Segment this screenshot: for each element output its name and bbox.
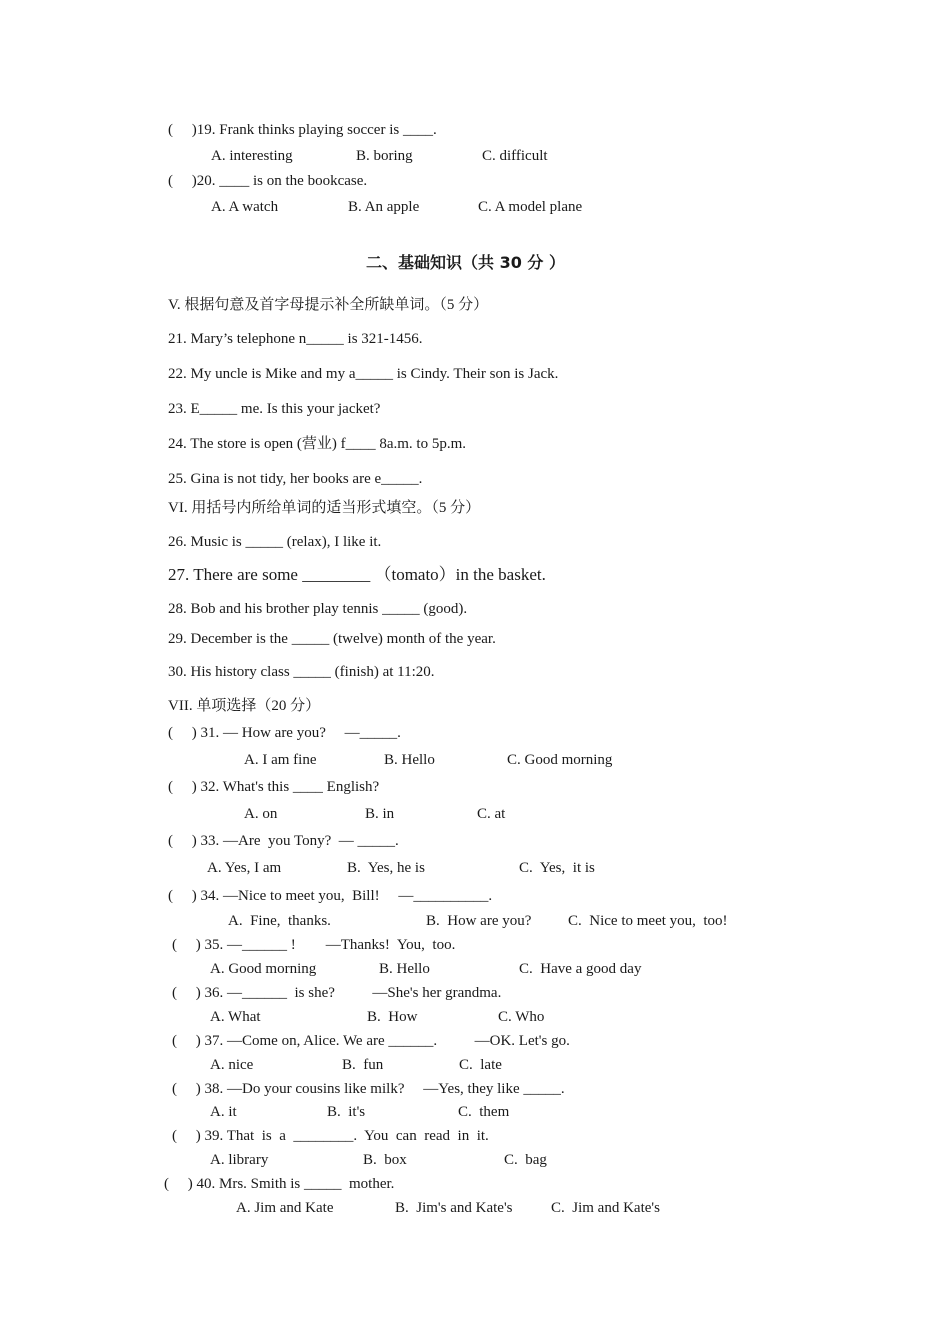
question-34-option-c: C. Nice to meet you, too! bbox=[568, 913, 728, 929]
question-30: 30. His history class _____ (finish) at 11:20. bbox=[168, 664, 435, 680]
section-v-heading: V. 根据句意及首字母提示补全所缺单词。（5 分） bbox=[168, 297, 489, 313]
question-25: 25. Gina is not tidy, her books are e_____. bbox=[168, 471, 423, 487]
question-37-option-c: C. late bbox=[459, 1057, 502, 1073]
question-38-option-a: A. it bbox=[210, 1104, 237, 1120]
question-34-option-b: B. How are you? bbox=[426, 913, 532, 929]
question-37-option-b: B. fun bbox=[342, 1057, 384, 1073]
question-35-option-b: B. Hello bbox=[379, 961, 430, 977]
question-20-option-b: B. An apple bbox=[348, 199, 420, 215]
question-26: 26. Music is _____ (relax), I like it. bbox=[168, 534, 382, 550]
question-38-option-b: B. it's bbox=[327, 1104, 366, 1120]
question-20-stem: ( )20. ____ is on the bookcase. bbox=[168, 173, 368, 189]
question-40-stem: ( ) 40. Mrs. Smith is _____ mother. bbox=[164, 1176, 395, 1192]
question-38-option-c: C. them bbox=[458, 1104, 510, 1120]
question-38-stem: ( ) 38. —Do your cousins like milk? —Yes, they like _____. bbox=[172, 1081, 565, 1097]
question-32-option-b: B. in bbox=[365, 806, 395, 822]
question-37-option-a: A. nice bbox=[210, 1057, 254, 1073]
question-34-stem: ( ) 34. —Nice to meet you, Bill! —__________. bbox=[168, 888, 493, 904]
question-32-stem: ( ) 32. What's this ____ English? bbox=[168, 779, 380, 795]
question-39-option-b: B. box bbox=[363, 1152, 407, 1168]
question-20-option-a: A. A watch bbox=[211, 199, 279, 215]
section-vi-heading: VI. 用括号内所给单词的适当形式填空。（5 分） bbox=[168, 500, 481, 516]
question-35-stem: ( ) 35. —______ ! —Thanks! You, too. bbox=[172, 937, 456, 953]
question-32-option-a: A. on bbox=[244, 806, 278, 822]
question-22: 22. My uncle is Mike and my a_____ is Cindy. Their son is Jack. bbox=[168, 366, 559, 382]
question-36-option-b: B. How bbox=[367, 1009, 418, 1025]
question-23: 23. E_____ me. Is this your jacket? bbox=[168, 401, 381, 417]
question-39-option-a: A. library bbox=[210, 1152, 269, 1168]
question-36-option-c: C. Who bbox=[498, 1009, 545, 1025]
question-21: 21. Mary’s telephone n_____ is 321-1456. bbox=[168, 331, 423, 347]
question-29: 29. December is the _____ (twelve) month of the year. bbox=[168, 631, 496, 647]
question-28: 28. Bob and his brother play tennis _____ (good). bbox=[168, 601, 468, 617]
question-36-stem: ( ) 36. —______ is she? —She's her grandma. bbox=[172, 985, 502, 1001]
question-37-stem: ( ) 37. —Come on, Alice. We are ______. —OK. Let's go. bbox=[172, 1033, 570, 1049]
question-40-option-c: C. Jim and Kate's bbox=[551, 1200, 660, 1216]
question-33-stem: ( ) 33. —Are you Tony? — _____. bbox=[168, 833, 399, 849]
question-19-option-c: C. difficult bbox=[482, 148, 548, 164]
question-35-option-c: C. Have a good day bbox=[519, 961, 642, 977]
part-2-title: 二、基础知识（共 30 分 ） bbox=[366, 253, 565, 272]
question-36-option-a: A. What bbox=[210, 1009, 261, 1025]
question-39-option-c: C. bag bbox=[504, 1152, 547, 1168]
question-33-option-c: C. Yes, it is bbox=[519, 860, 595, 876]
question-40-option-b: B. Jim's and Kate's bbox=[395, 1200, 513, 1216]
question-19-option-b: B. boring bbox=[356, 148, 413, 164]
question-35-option-a: A. Good morning bbox=[210, 961, 317, 977]
question-40-option-a: A. Jim and Kate bbox=[236, 1200, 334, 1216]
question-31-stem: ( ) 31. — How are you? —_____. bbox=[168, 725, 401, 741]
question-31-option-c: C. Good morning bbox=[507, 752, 613, 768]
question-33-option-a: A. Yes, I am bbox=[207, 860, 282, 876]
question-31-option-a: A. I am fine bbox=[244, 752, 317, 768]
question-19-option-a: A. interesting bbox=[211, 148, 293, 164]
question-19-stem: ( )19. Frank thinks playing soccer is ____. bbox=[168, 122, 437, 138]
question-31-option-b: B. Hello bbox=[384, 752, 435, 768]
question-20-option-c: C. A model plane bbox=[478, 199, 583, 215]
section-vii-heading: VII. 单项选择（20 分） bbox=[168, 698, 321, 714]
question-39-stem: ( ) 39. That is a ________. You can read in it. bbox=[172, 1128, 489, 1144]
question-34-option-a: A. Fine, thanks. bbox=[228, 913, 331, 929]
question-27: 27. There are some ________ （tomato）in the basket. bbox=[168, 565, 546, 584]
question-24: 24. The store is open (营业) f____ 8a.m. to 5p.m. bbox=[168, 436, 467, 452]
question-33-option-b: B. Yes, he is bbox=[347, 860, 425, 876]
question-32-option-c: C. at bbox=[477, 806, 506, 822]
